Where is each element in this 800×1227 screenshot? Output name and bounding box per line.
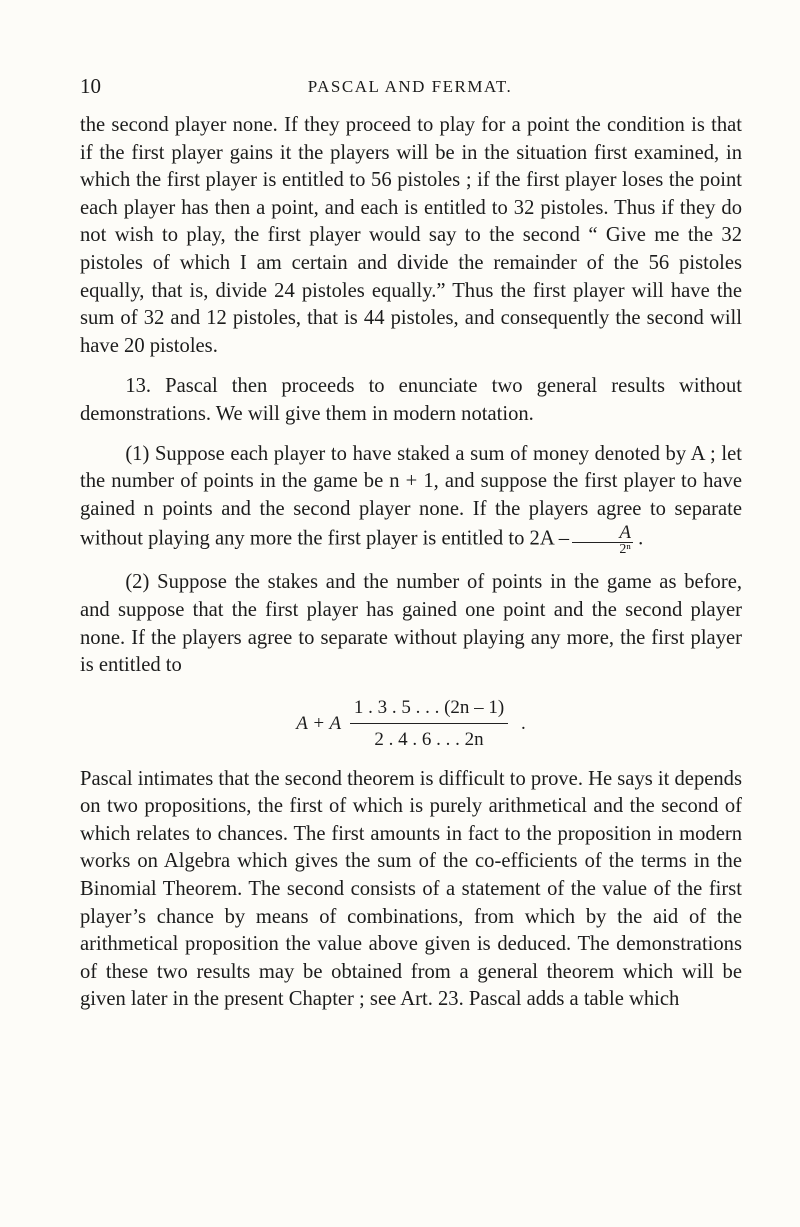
inline-fraction	[572, 523, 633, 557]
paragraph-pascal-intimates: Pascal intimates that the second theorem is difficult to prove. He says it depends on two propositions, the first of which is purely arithmetical and the second of which relates to chances. The first amounts in fact to the proposition in modern works on Algebra which gives the sum of the co-efficients of the terms in the Binomial Theorem. The second consists of a statement of the value of the first player’s chance by means of combinations, from which by the aid of the arithmetical proposition the value above given is deduced. The demonstrations of these two results may be obtained from a general theorem which will be given later in the present Chapter ; see Art. 23. Pascal adds a table which	[80, 767, 742, 1011]
formula-lhs: A + A	[296, 712, 342, 734]
body-text	[80, 112, 742, 1014]
case-1-text: (1) Suppose each player to have staked a sum of money denoted by A ; let the number of points in the game be n + 1, and suppose the first player to have gained n points and the second player none. If the players agree to separate without playing any more the first player is entitled to 2A –	[80, 442, 742, 551]
paragraph-section-13: 13. Pascal then proceeds to enunciate two general results without demonstrations. We will give them in modern notation.	[80, 375, 742, 425]
page-header	[80, 74, 740, 104]
paragraph-continuation: the second player none. If they proceed to play for a point the condition is that if the first player gains it the players will be in the situation first examined, in which the first player is entitled to 56 pistoles ; if the first player loses the point each player has then a point, and each is entitled to 32 pistoles. Thus if they do not wish to play, the first player would say to the second “ Give me the 32 pistoles of which I am certain and divide the remainder of the 56 pistoles equally, that is, divide 24 pistoles equally.” Thus the first player will have the sum of 32 and 12 pistoles, that is 44 pistoles, and consequently the second will have 20 pistoles.	[80, 114, 742, 357]
display-formula	[80, 694, 742, 751]
running-head: PASCAL AND FERMAT.	[307, 77, 513, 96]
formula-end: .	[521, 712, 526, 734]
case-1-end: .	[638, 528, 644, 551]
inline-fraction-numerator: A	[619, 522, 631, 544]
paragraph-case-2: (2) Suppose the stakes and the number of points in the game as before, and suppose that the first player has gained one point and the second player none. If the players agree to separate without playing any more, the first player is entitled to	[80, 571, 742, 677]
formula-numerator: 1 . 3 . 5 . . . (2n – 1)	[353, 696, 505, 718]
paragraph-case-1	[80, 441, 742, 558]
page-number: 10	[80, 74, 101, 98]
inline-fraction-denominator: 2ⁿ	[572, 542, 633, 557]
formula-fraction	[350, 694, 508, 754]
formula-denominator: 2 . 4 . 6 . . . 2n	[350, 723, 508, 754]
